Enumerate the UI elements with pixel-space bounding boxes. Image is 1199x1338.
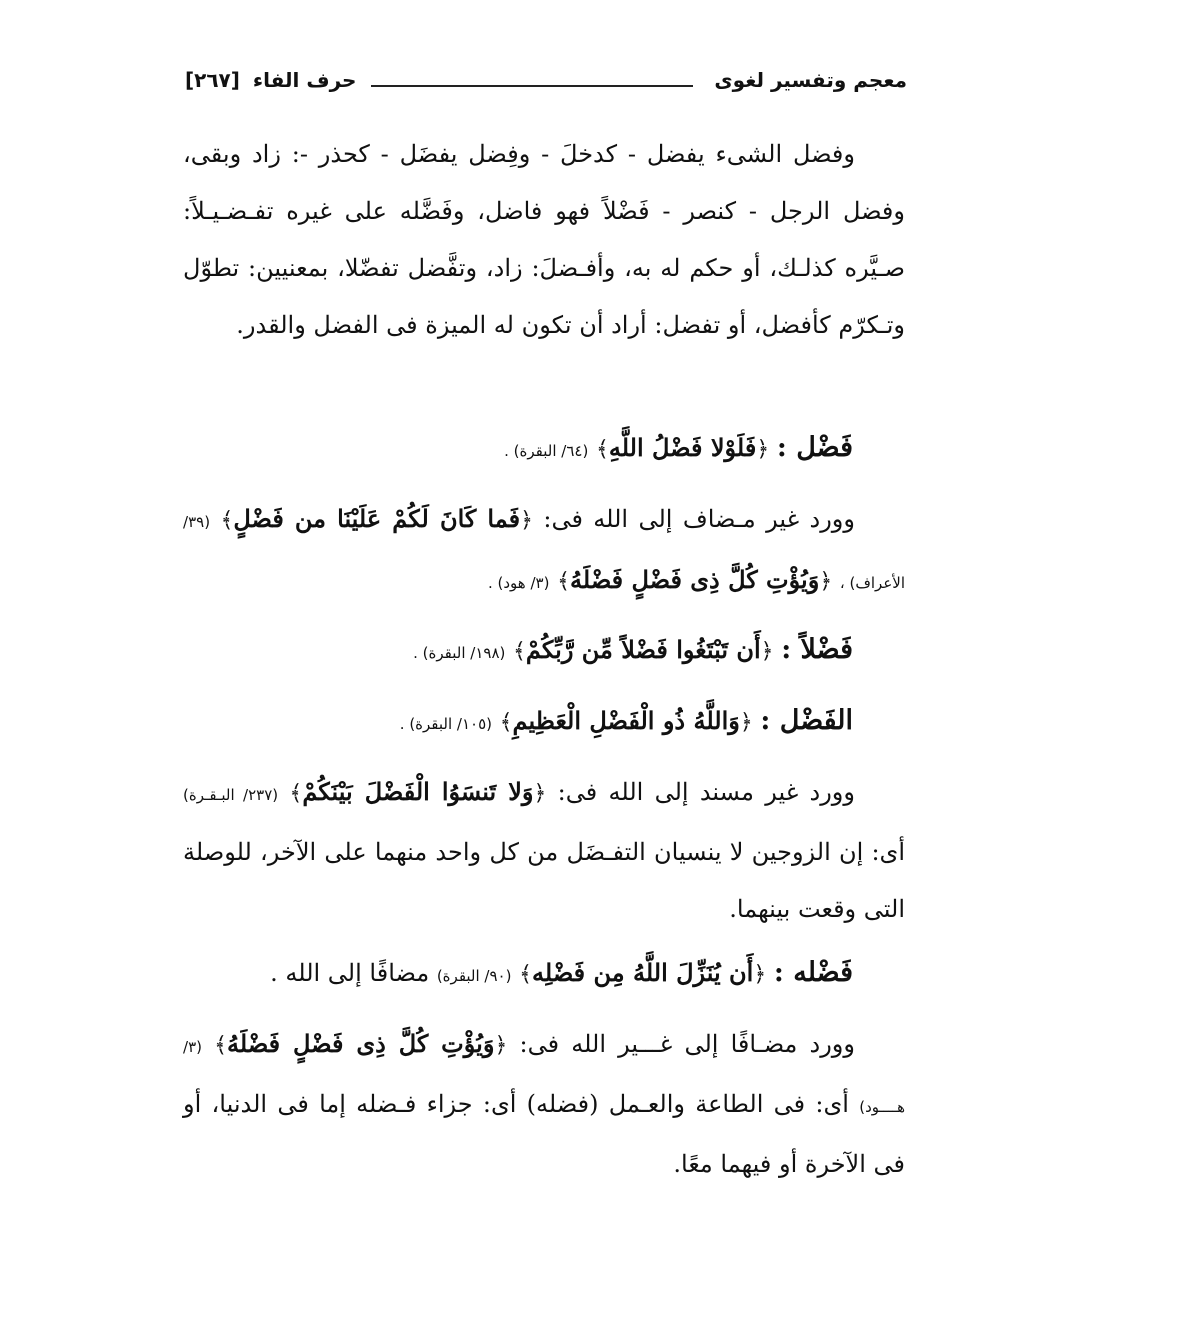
header-rule — [371, 85, 693, 87]
page-number: [٢٦٧] — [185, 68, 240, 92]
ornate-bracket-close: ﴾ — [499, 710, 513, 735]
ornate-bracket-close: ﴾ — [220, 508, 234, 533]
verse-reference: (٣/ هــــود) — [183, 1038, 905, 1116]
headword: فَضْلاً : — [781, 634, 853, 665]
quran-verse: أَن يُنَزِّلَ اللَّهُ مِن فَضْلِه — [532, 958, 754, 987]
ornate-bracket-close: ﴾ — [214, 1033, 228, 1058]
ornate-bracket-open: ﴿ — [760, 639, 774, 664]
paragraph-definition: وفضل الشىء يفضل - كدخلَ - وفِضل يفضَل - كحذر -: زاد وبقى، وفضل الرجل - كنصر - فَضْلاً فهو فاضل، وفَضَّله على غيره تفـضـيـلاً: صـيَّره كذلـك، أو حكم له به، وأفـضلَ: زاد، وتفَّضل تفضّلا، بمعنيين: تطوّل وتـكرّم كأفضل، أو تفضل: أراد أن تكون له الميزة فى الفضل والقدر. — [183, 140, 905, 339]
verse-reference: (٩٠/ البقرة) — [436, 967, 512, 985]
paragraph-text: وورد غير مسند إلى الله فى: — [557, 778, 855, 806]
paragraph-usage-unattributed — [183, 490, 905, 612]
book-title: معجم وتفسير لغوى — [714, 68, 907, 92]
entry-fadlan — [183, 621, 905, 682]
section-name: حرف الفاء — [252, 68, 357, 92]
paragraph-text: وورد غير مـضاف إلى الله فى: — [543, 505, 855, 533]
verse-reference: (٣/ هود) . — [487, 574, 550, 592]
paragraph-text: وورد مضـافًا إلى غـــير الله فى: — [519, 1030, 855, 1058]
quran-verse: وَلا تَنسَوُا الْفَضْلَ بَيْنَكُمْ — [302, 777, 534, 806]
paragraph-text: أى: إن الزوجين لا ينسيان التفـضَل من كل واحد منهما على الآخر، للوصلة التى وقعت بينهما. — [183, 838, 905, 923]
page-header — [185, 66, 907, 106]
ornate-bracket-open: ﴿ — [756, 437, 770, 462]
verse-reference: (٦٤/ البقرة) . — [504, 442, 589, 460]
quran-verse: وَاللَّهُ ذُو الْفَضْلِ الْعَظِيمِ — [512, 706, 740, 735]
entry-fadlih — [183, 944, 905, 1005]
ornate-bracket-close: ﴾ — [513, 639, 526, 664]
ornate-bracket-close: ﴾ — [557, 569, 570, 594]
verse-reference: (٢٣٧/ البـقـرة) — [183, 786, 279, 804]
quran-verse: وَيُؤْتِ كُلَّ ذِى فَضْلٍ فَضْلَهُ — [227, 1029, 495, 1058]
entry-note: مضافًا إلى الله . — [270, 959, 430, 987]
headword: الفَضْل : — [760, 705, 853, 736]
quran-verse: فَلَوْلا فَضْلُ اللَّهِ — [608, 433, 757, 462]
entry-fadl — [183, 419, 905, 480]
ornate-bracket-open: ﴿ — [753, 962, 767, 987]
ornate-bracket-open: ﴿ — [520, 508, 533, 533]
entry-al-fadl — [183, 692, 905, 753]
ornate-bracket-open: ﴿ — [819, 569, 833, 594]
ornate-bracket-open: ﴿ — [739, 710, 753, 735]
verse-reference: (٣٩/ الأعراف) ، — [183, 513, 905, 592]
verse-reference: (١٩٨/ البقرة) . — [413, 644, 506, 662]
ornate-bracket-open: ﴿ — [494, 1033, 508, 1058]
quran-verse: أَن تَبْتَغُوا فَضْلاً مِّن رَّبِّكُمْ — [525, 635, 761, 664]
ornate-bracket-open: ﴿ — [533, 781, 547, 806]
headword: فَضْل : — [776, 432, 853, 463]
ornate-bracket-close: ﴾ — [595, 437, 609, 462]
headword: فَضْله : — [773, 957, 853, 988]
quran-verse: وَيُؤْتِ كُلَّ ذِى فَضْلٍ فَضْلَهُ — [570, 565, 820, 594]
section-title — [185, 68, 356, 92]
paragraph-usage-attributed-other — [183, 1015, 905, 1193]
page-body — [183, 126, 905, 1193]
verse-reference: (١٠٥/ البقرة) . — [399, 715, 493, 733]
paragraph-text: أى: فى الطاعة والعـمل (فضله) أى: جزاء فـضله إما فى الدنيا، أو فى الآخرة أو فيهما معًا. — [183, 1090, 905, 1178]
ornate-bracket-close: ﴾ — [289, 781, 303, 806]
quran-verse: فَما كَانَ لَكُمْ عَلَيْنَا من فَضْلٍ — [233, 504, 521, 533]
ornate-bracket-close: ﴾ — [519, 962, 533, 987]
paragraph-usage-not-attributed — [183, 763, 905, 938]
